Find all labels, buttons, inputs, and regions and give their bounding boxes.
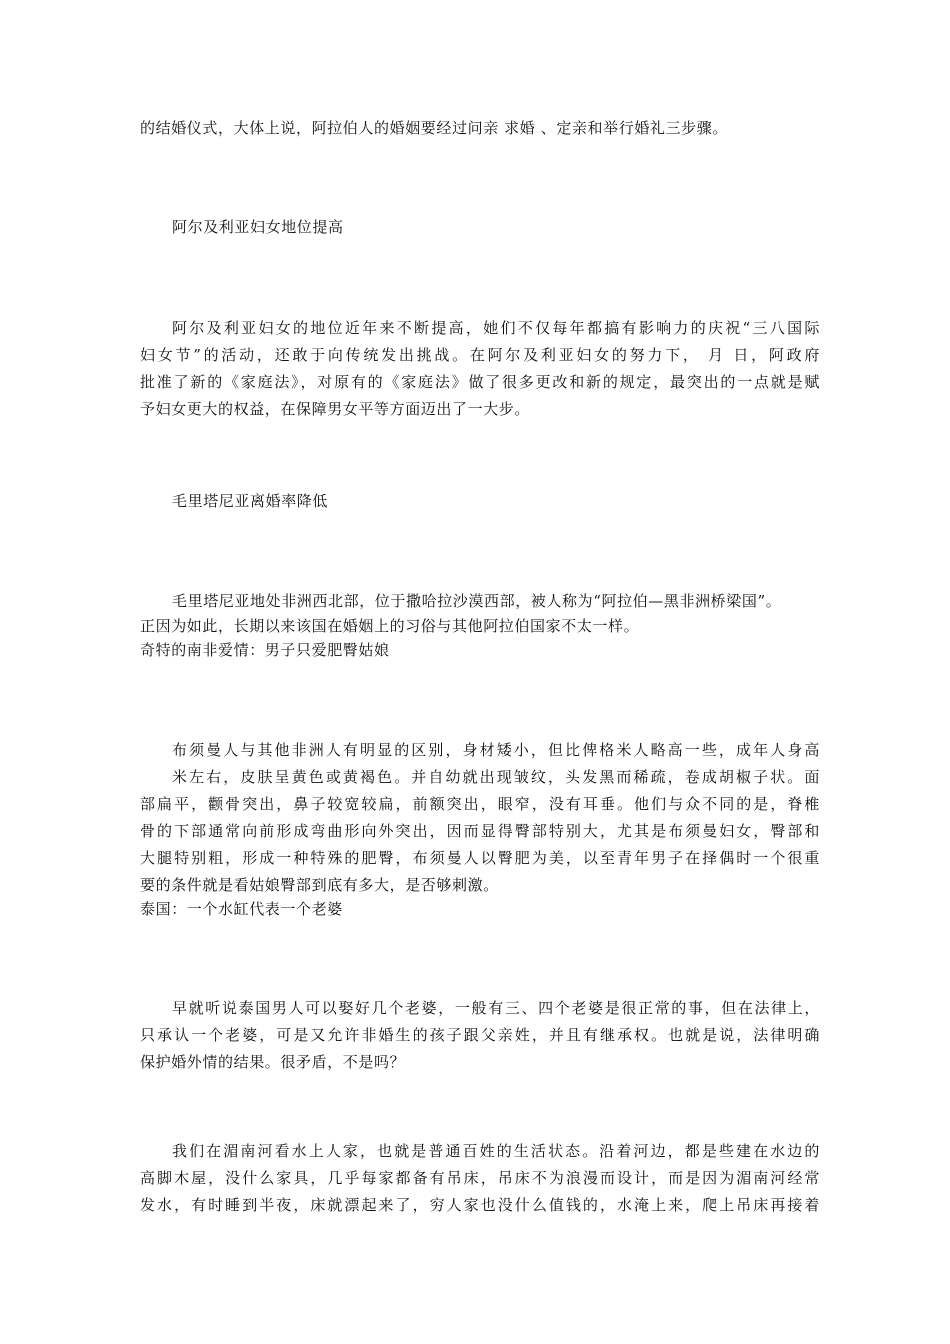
- paragraph-line: 阿尔及利亚妇女的地位近年来不断提高，她们不仅每年都搞有影响力的庆祝“三八国际: [172, 319, 820, 337]
- paragraph-line: 正因为如此，长期以来该国在婚姻上的习俗与其他阿拉伯国家不太一样。: [140, 617, 640, 635]
- paragraph-line: 的结婚仪式，大体上说，阿拉伯人的婚姻要经过问亲 求婚 、定亲和举行婚礼三步骤。: [140, 119, 728, 137]
- paragraph-line: 毛里塔尼亚地处非洲西北部，位于撒哈拉沙漠西部，被人称为“阿拉伯—黑非洲桥梁国”。: [172, 592, 782, 610]
- paragraph-line: 妇女节”的活动，还敢于向传统发出挑战。在阿尔及利亚妇女的努力下， 月 日，阿政府: [140, 346, 820, 364]
- section-heading: 泰国：一个水缸代表一个老婆: [140, 900, 343, 918]
- paragraph-line: 布须曼人与其他非洲人有明显的区别，身材矮小，但比俾格米人略高一些，成年人身高: [172, 741, 820, 759]
- paragraph-line: 发水，有时睡到半夜，床就漂起来了，穷人家也没什么值钱的，水淹上来，爬上吊床再接着: [140, 1196, 820, 1214]
- section-heading: 毛里塔尼亚离婚率降低: [172, 492, 329, 510]
- paragraph-line: 保护婚外情的结果。很矛盾，不是吗？: [140, 1053, 406, 1071]
- paragraph-line: 予妇女更大的权益，在保障男女平等方面迈出了一大步。: [140, 400, 531, 418]
- paragraph-line: 骨的下部通常向前形成弯曲形向外突出，因而显得臀部特别大，尤其是布须曼妇女，臀部和: [140, 822, 820, 840]
- paragraph-line: 批准了新的《家庭法》，对原有的《家庭法》做了很多更改和新的规定，最突出的一点就是赋: [140, 373, 820, 391]
- paragraph-line: 部扁平，颧骨突出，鼻子较宽较扁，前额突出，眼窄，没有耳垂。他们与众不同的是，脊椎: [140, 795, 820, 813]
- paragraph-line: 我们在湄南河看水上人家，也就是普通百姓的生活状态。沿着河边，都是些建在水边的: [172, 1142, 820, 1160]
- paragraph-line: 只承认一个老婆，可是又允许非婚生的孩子跟父亲姓，并且有继承权。也就是说，法律明确: [140, 1026, 820, 1044]
- paragraph-line: 要的条件就是看姑娘臀部到底有多大，是否够刺激。: [140, 876, 499, 894]
- paragraph-line: 高脚木屋，没什么家具，几乎每家都备有吊床，吊床不为浪漫而设计，而是因为湄南河经常: [140, 1169, 820, 1187]
- section-heading: 奇特的南非爱情：男子只爱肥臀姑娘: [140, 641, 390, 659]
- paragraph-line: 大腿特别粗，形成一种特殊的肥臀，布须曼人以臀肥为美，以至青年男子在择偶时一个很重: [140, 849, 820, 867]
- section-heading: 阿尔及利亚妇女地位提高: [172, 218, 344, 236]
- paragraph-line: 米左右，皮肤呈黄色或黄褐色。并自幼就出现皱纹，头发黑而稀疏，卷成胡椒子状。面: [172, 768, 820, 786]
- paragraph-line: 早就听说泰国男人可以娶好几个老婆，一般有三、四个老婆是很正常的事，但在法律上，: [172, 999, 820, 1017]
